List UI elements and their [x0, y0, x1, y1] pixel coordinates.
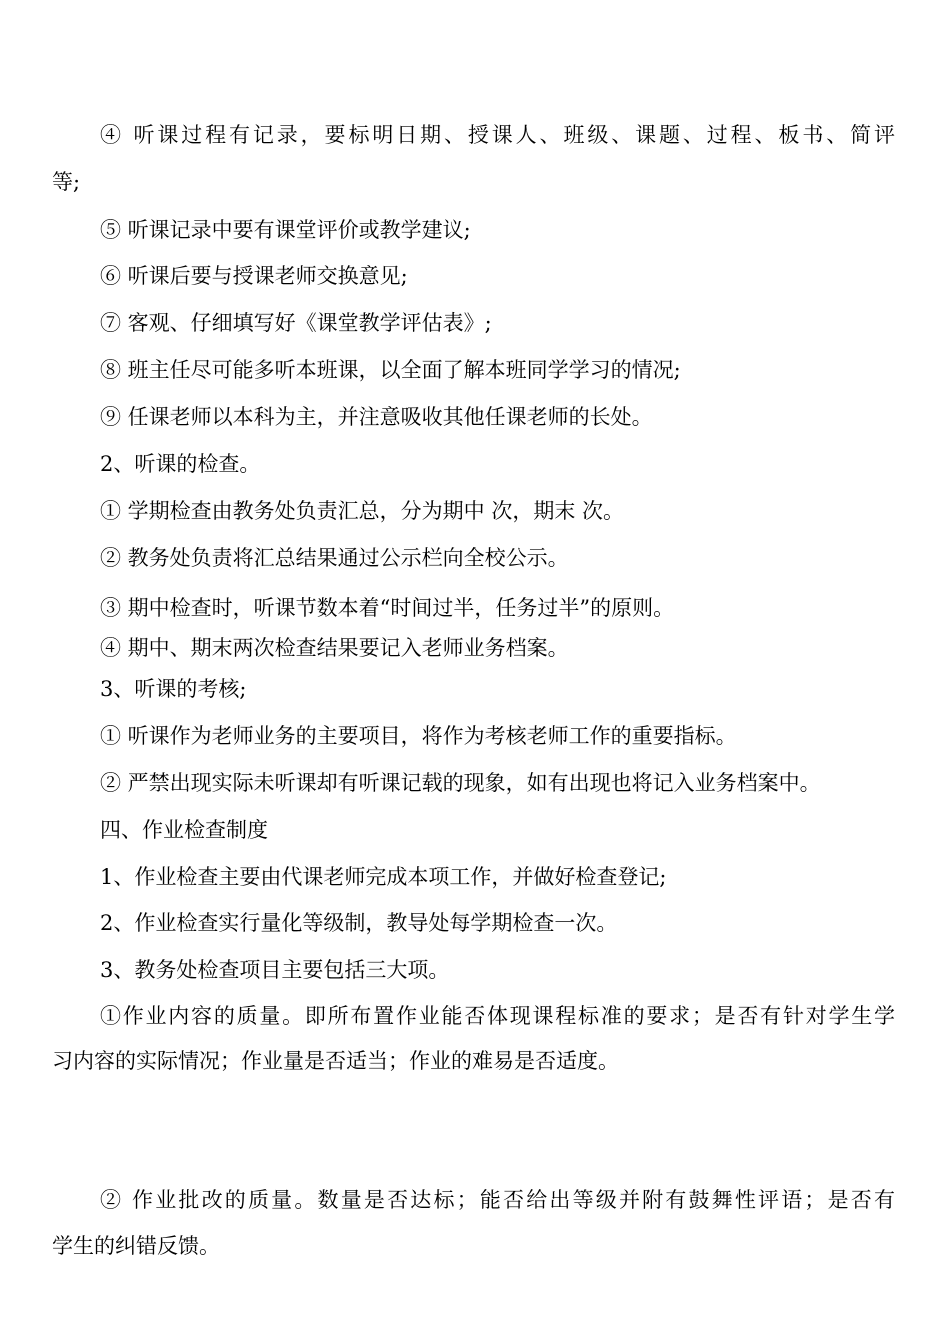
paragraph-line: 等; — [52, 170, 81, 194]
section-heading: 四、作业检查制度 — [100, 818, 268, 842]
section-heading: 3、听课的考核; — [100, 677, 247, 701]
paragraph-line: ① 听课作为老师业务的主要项目，将作为考核老师工作的重要指标。 — [100, 724, 737, 748]
paragraph-line: ① 学期检查由教务处负责汇总，分为期中 次，期末 次。 — [100, 499, 625, 523]
paragraph-line: ④ 期中、期末两次检查结果要记入老师业务档案。 — [100, 636, 569, 660]
paragraph-line: 1、作业检查主要由代课老师完成本项工作，并做好检查登记; — [100, 865, 667, 889]
paragraph-line: ② 作业批改的质量。数量是否达标；能否给出等级并附有鼓舞性评语；是否有 — [100, 1188, 895, 1212]
paragraph-line: ⑧ 班主任尽可能多听本班课，以全面了解本班同学学习的情况; — [100, 358, 681, 382]
paragraph-line: ⑥ 听课后要与授课老师交换意见; — [100, 264, 408, 288]
paragraph-line: ② 教务处负责将汇总结果通过公示栏向全校公示。 — [100, 546, 569, 570]
paragraph-line: 3、教务处检查项目主要包括三大项。 — [100, 958, 450, 982]
paragraph-line: 习内容的实际情况；作业量是否适当；作业的难易是否适度。 — [52, 1049, 619, 1073]
paragraph-line: ④ 听课过程有记录，要标明日期、授课人、班级、课题、过程、板书、简评 — [100, 123, 895, 147]
paragraph-line: 学生的纠错反馈。 — [52, 1234, 220, 1258]
paragraph-line: ③ 期中检查时，听课节数本着“时间过半，任务过半”的原则。 — [100, 596, 675, 620]
section-heading: 2、听课的检查。 — [100, 452, 261, 476]
paragraph-line: ⑨ 任课老师以本科为主，并注意吸收其他任课老师的长处。 — [100, 405, 653, 429]
paragraph-line: ①作业内容的质量。即所布置作业能否体现课程标准的要求；是否有针对学生学 — [100, 1004, 895, 1028]
paragraph-line: 2、作业检查实行量化等级制，教导处每学期检查一次。 — [100, 911, 618, 935]
paragraph-line: ② 严禁出现实际未听课却有听课记载的现象，如有出现也将记入业务档案中。 — [100, 771, 821, 795]
paragraph-line: ⑦ 客观、仔细填写好《课堂教学评估表》; — [100, 311, 492, 335]
paragraph-line: ⑤ 听课记录中要有课堂评价或教学建议; — [100, 218, 471, 242]
